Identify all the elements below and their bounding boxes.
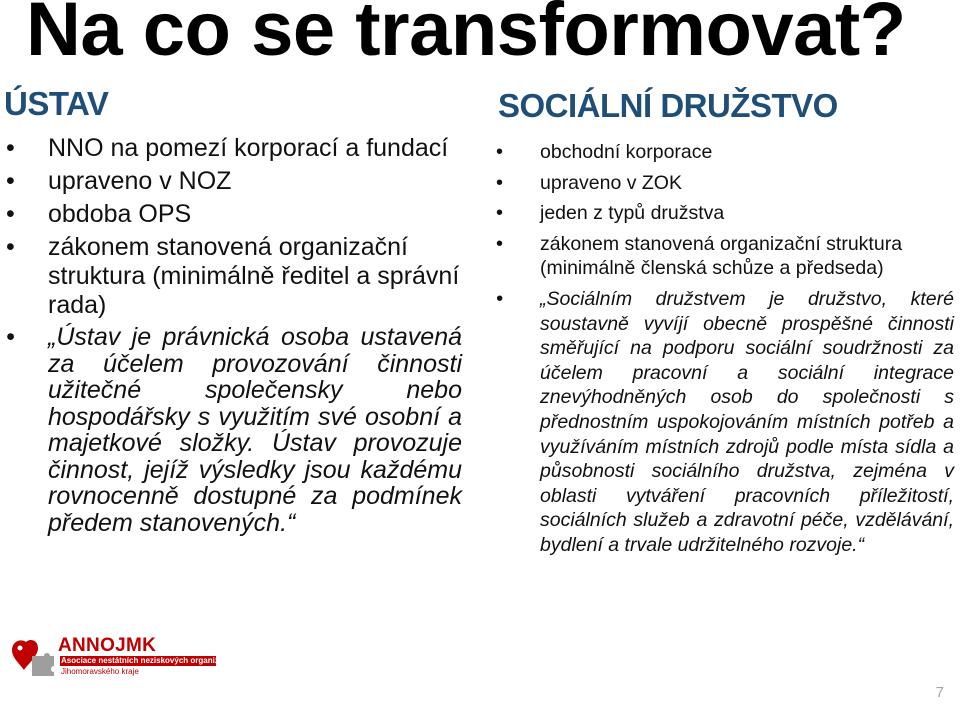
bullet-icon: • <box>496 141 504 163</box>
bullet-icon: • <box>496 171 504 194</box>
list-item <box>6 233 462 320</box>
bullet-icon: • <box>496 202 504 225</box>
list-item <box>496 171 954 195</box>
bullet-icon: • <box>496 288 504 311</box>
list-item <box>6 134 462 163</box>
list-item-text: NNO na pomezí korporací a fundací <box>48 134 449 162</box>
list-item-text: zákonem stanovená organizační struktura (minimálně členská schůze a předseda) <box>540 233 903 280</box>
logo-subtitle: Asociace nestátních neziskových organizací <box>61 656 230 665</box>
definition-quote <box>6 324 462 536</box>
bullet-icon: • <box>6 323 15 351</box>
bullet-icon: • <box>6 200 15 228</box>
definition-quote <box>496 287 954 558</box>
list-item <box>496 140 954 164</box>
left-column-heading: ÚSTAV <box>4 85 109 122</box>
list-item-text: „Sociálním družstvem je družstvo, které soustavně vyvíjí obecně prospěšné činnosti směřující na podporu sociální soudržnosti za účelem pracovní a sociální integrace znevýhodněných osob do společnosti s přednostním uspokojováním místních potřeb a využíváním místních zdrojů podle místa sídla a působnosti sociálního družstva, zejména v oblasti vytváření pracovních příležitostí, sociálních služeb a zdravotní péče, vzdělávání, bydlení a trvale udržitelného rozvoje.“ <box>540 288 954 556</box>
list-item-text: upraveno v NOZ <box>48 167 232 195</box>
list-item-text: obdoba OPS <box>48 200 192 228</box>
bullet-icon: • <box>6 233 15 261</box>
page-number: 7 <box>935 684 944 701</box>
annojmk-logo <box>8 634 230 682</box>
right-bullet-list <box>496 140 954 564</box>
list-item <box>496 232 954 280</box>
list-item-text: obchodní korporace <box>540 141 713 163</box>
list-item-text: „Ústav je právnická osoba ustavená za účelem provozování činnosti užitečné společensky nebo hospodářsky s využitím své osobní a majetkové složky. Ústav provozuje činnost, jejíž výsledky jsou každému rovnocenně dostupné za podmínek předem stanovených.“ <box>48 323 462 537</box>
puzzle-heart-icon <box>8 636 60 680</box>
bullet-icon: • <box>496 233 504 256</box>
right-column-heading: SOCIÁLNÍ DRUŽSTVO <box>498 87 838 124</box>
list-item-text: jeden z typů družstva <box>540 202 725 225</box>
left-bullet-list <box>6 134 462 540</box>
list-item <box>496 201 954 225</box>
bullet-icon: • <box>6 167 15 195</box>
list-item-text: upraveno v ZOK <box>540 171 682 194</box>
list-item <box>6 167 462 196</box>
slide-title: Na co se transformovat? <box>26 0 906 72</box>
logo-region: Jihomoravského kraje <box>61 667 139 676</box>
list-item <box>6 200 462 229</box>
list-item-text: zákonem stanovená organizační struktura (minimálně ředitel a správní rada) <box>48 233 460 319</box>
bullet-icon: • <box>6 134 15 162</box>
logo-name: ANNOJMK <box>58 635 157 656</box>
